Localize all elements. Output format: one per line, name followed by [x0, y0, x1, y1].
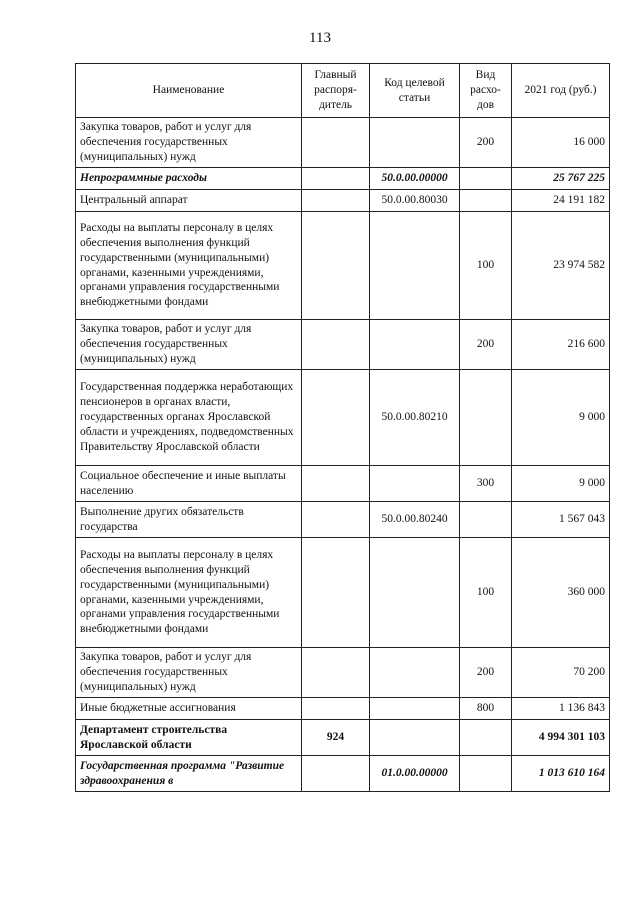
cell-code: 01.0.00.00000	[370, 756, 460, 792]
cell-name: Государственная программа "Развитие здравоохранения в	[76, 756, 302, 792]
cell-manager	[302, 466, 370, 502]
cell-manager	[302, 320, 370, 370]
cell-type: 800	[460, 698, 512, 720]
cell-manager	[302, 538, 370, 648]
table-row	[76, 190, 610, 212]
table-row	[76, 698, 610, 720]
cell-manager	[302, 698, 370, 720]
cell-code	[370, 212, 460, 320]
cell-name: Закупка товаров, работ и услуг для обеспечения государственных (муниципальных) нужд	[76, 648, 302, 698]
cell-name: Выполнение других обязательств государства	[76, 502, 302, 538]
table-row	[76, 648, 610, 698]
table-row	[76, 466, 610, 502]
header-code: Код целевой статьи	[370, 64, 460, 118]
cell-name: Департамент строительства Ярославской области	[76, 720, 302, 756]
cell-type: 200	[460, 320, 512, 370]
cell-code: 50.0.00.80210	[370, 370, 460, 466]
cell-code: 50.0.00.00000	[370, 168, 460, 190]
header-manager: Главный распоря-дитель	[302, 64, 370, 118]
cell-amount: 1 013 610 164	[512, 756, 610, 792]
cell-manager	[302, 502, 370, 538]
table-row	[76, 370, 610, 466]
cell-amount: 1 567 043	[512, 502, 610, 538]
cell-name: Расходы на выплаты персоналу в целях обеспечения выполнения функций государственными (муниципальными) органами, казенными учреждениями, органами управления государственными внебюджетными фондами	[76, 538, 302, 648]
cell-code	[370, 466, 460, 502]
cell-manager	[302, 118, 370, 168]
cell-type: 200	[460, 118, 512, 168]
cell-manager	[302, 756, 370, 792]
cell-name: Непрограммные расходы	[76, 168, 302, 190]
cell-manager	[302, 370, 370, 466]
cell-code: 50.0.00.80240	[370, 502, 460, 538]
table-row	[76, 212, 610, 320]
cell-amount: 1 136 843	[512, 698, 610, 720]
cell-manager	[302, 168, 370, 190]
cell-type	[460, 502, 512, 538]
cell-name: Закупка товаров, работ и услуг для обеспечения государственных (муниципальных) нужд	[76, 118, 302, 168]
cell-manager: 924	[302, 720, 370, 756]
cell-name: Расходы на выплаты персоналу в целях обеспечения выполнения функций государственными (муниципальными) органами, казенными учреждениями, органами управления государственными внебюджетными фондами	[76, 212, 302, 320]
cell-manager	[302, 648, 370, 698]
cell-type	[460, 756, 512, 792]
cell-type	[460, 370, 512, 466]
table-row	[76, 320, 610, 370]
cell-amount: 216 600	[512, 320, 610, 370]
table-row	[76, 118, 610, 168]
cell-amount: 9 000	[512, 466, 610, 502]
table-row	[76, 538, 610, 648]
budget-table	[75, 63, 610, 792]
cell-amount: 70 200	[512, 648, 610, 698]
table-header-row	[76, 64, 610, 118]
cell-code	[370, 538, 460, 648]
cell-type: 100	[460, 212, 512, 320]
page-number: 113	[309, 30, 331, 46]
table-row	[76, 502, 610, 538]
cell-code	[370, 698, 460, 720]
cell-amount: 4 994 301 103	[512, 720, 610, 756]
header-amount: 2021 год (руб.)	[512, 64, 610, 118]
cell-name: Иные бюджетные ассигнования	[76, 698, 302, 720]
cell-amount: 25 767 225	[512, 168, 610, 190]
cell-type: 300	[460, 466, 512, 502]
cell-name: Государственная поддержка неработающих пенсионеров в органах власти, государственных органах Ярославской области и учреждениях, подведомственных Правительству Ярославской области	[76, 370, 302, 466]
cell-manager	[302, 190, 370, 212]
table-body	[76, 118, 610, 792]
cell-type	[460, 720, 512, 756]
cell-type	[460, 168, 512, 190]
header-name: Наименование	[76, 64, 302, 118]
cell-code	[370, 320, 460, 370]
cell-amount: 16 000	[512, 118, 610, 168]
cell-type: 100	[460, 538, 512, 648]
cell-name: Социальное обеспечение и иные выплаты населению	[76, 466, 302, 502]
table-row	[76, 720, 610, 756]
cell-type: 200	[460, 648, 512, 698]
cell-manager	[302, 212, 370, 320]
cell-code: 50.0.00.80030	[370, 190, 460, 212]
cell-code	[370, 720, 460, 756]
cell-amount: 24 191 182	[512, 190, 610, 212]
cell-name: Закупка товаров, работ и услуг для обеспечения государственных (муниципальных) нужд	[76, 320, 302, 370]
table-row	[76, 756, 610, 792]
cell-amount: 360 000	[512, 538, 610, 648]
cell-code	[370, 118, 460, 168]
cell-type	[460, 190, 512, 212]
cell-amount: 9 000	[512, 370, 610, 466]
cell-name: Центральный аппарат	[76, 190, 302, 212]
table-row	[76, 168, 610, 190]
header-type: Вид расхо-дов	[460, 64, 512, 118]
cell-code	[370, 648, 460, 698]
cell-amount: 23 974 582	[512, 212, 610, 320]
